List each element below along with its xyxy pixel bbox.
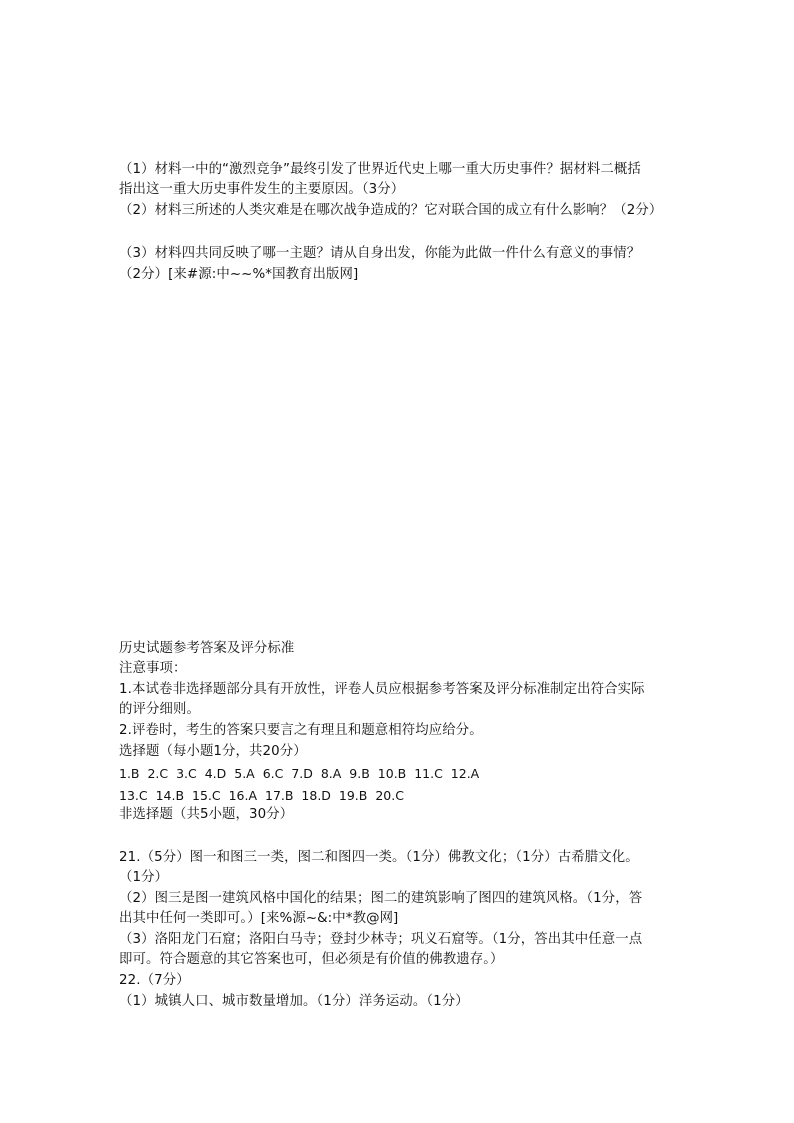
question-3-text-line-2: （2分）[来#源:中~~%*国教育出版网]: [119, 267, 359, 282]
q21-answer-line-2: （1分）: [119, 870, 169, 885]
q21-answer-line-3: （2）图三是图一建筑风格中国化的结果；图二的建筑影响了图四的建筑风格。（1分，答: [119, 891, 643, 906]
note-1-line-2: 的评分细则。: [119, 702, 200, 717]
question-1-text-line-2: 指出这一重大历史事件发生的主要原因。（3分）: [119, 182, 405, 197]
multiple-choice-answers-row-1: 1.B 2.C 3.C 4.D 5.A 6.C 7.D 8.A 9.B 10.B 11.C 12.A: [119, 766, 480, 781]
notes-heading: 注意事项：: [119, 661, 187, 676]
q22-answer-line-2: （1）城镇人口、城市数量增加。（1分）洋务运动。（1分）: [119, 994, 469, 1009]
note-2: 2.评卷时，考生的答案只要言之有理且和题意相符均应给分。: [119, 723, 483, 738]
q22-answer-line-1: 22.（7分）: [119, 973, 190, 988]
non-multiple-choice-heading: 非选择题（共5小题，30分）: [119, 807, 294, 822]
q21-answer-line-5: （3）洛阳龙门石窟；洛阳白马寺；登封少林寺；巩义石窟等。（1分，答出其中任意一点: [119, 932, 643, 947]
note-1-line-1: 1.本试卷非选择题部分具有开放性，评卷人员应根据参考答案及评分标准制定出符合实际: [119, 682, 645, 697]
q21-answer-line-1: 21.（5分）图一和图三一类，图二和图四一类。（1分）佛教文化；（1分）古希腊文化。: [119, 850, 639, 865]
q21-answer-line-4: 出其中任何一类即可。）[来%源~&:中*教@网]: [119, 911, 399, 926]
multiple-choice-answers-row-2: 13.C 14.B 15.C 16.A 17.B 18.D 19.B 20.C: [119, 788, 404, 803]
question-2-text: （2）材料三所述的人类灾难是在哪次战争造成的？它对联合国的成立有什么影响？（2分）: [119, 203, 663, 218]
question-3-text-line-1: （3）材料四共同反映了哪一主题？请从自身出发，你能为此做一件什么有意义的事情？: [119, 246, 641, 261]
question-1-text-line-1: （1）材料一中的“激烈竞争”最终引发了世界近代史上哪一重大历史事件？据材料二概括: [119, 162, 641, 177]
answer-key-title: 历史试题参考答案及评分标准: [119, 641, 295, 656]
multiple-choice-heading: 选择题（每小题1分，共20分）: [119, 744, 307, 759]
q21-answer-line-6: 即可。符合题意的其它答案也可，但必须是有价值的佛教遗存。）: [119, 952, 504, 967]
